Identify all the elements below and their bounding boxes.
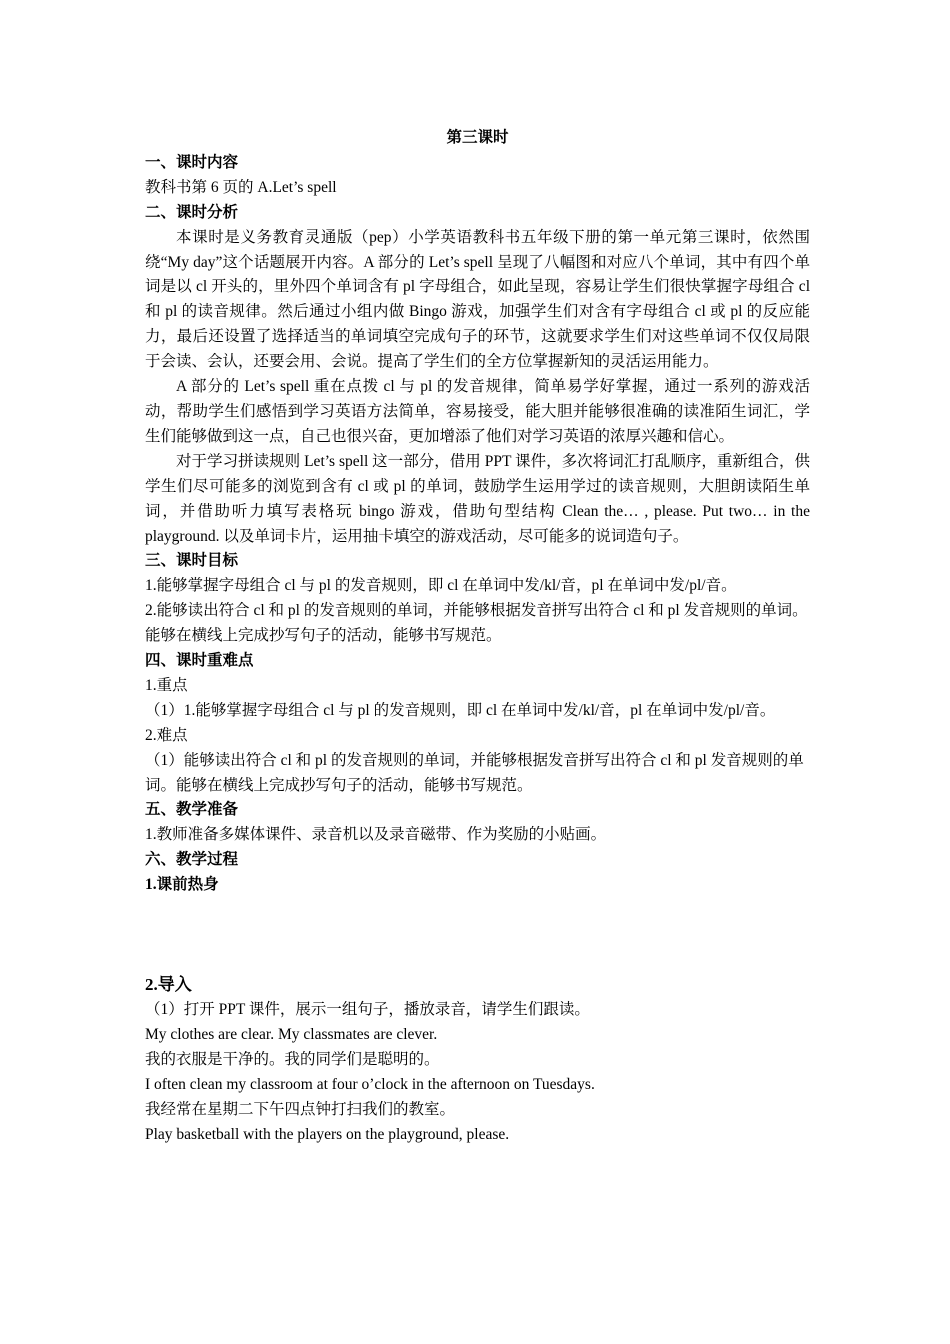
example-sentence-3: Play basketball with the players on the playground, please.: [145, 1125, 510, 1143]
section-heading-analysis: 二、课时分析: [145, 203, 239, 221]
analysis-paragraph-1: 本课时是义务教育灵通版（pep）小学英语教科书五年级下册的第一单元第三课时，依然围绕“My day”这个话题展开内容。A 部分的 Let’s spell 呈现了八幅图和对应八个单词，其中有四个单词是以 cl 开头的，里外四个单词含有 pl 字母组合，如此呈现，容易让学生们很快掌握字母组合 cl 和 pl 的读音规律。然后通过小组内做 Bingo 游戏，加强学生们对含有字母组合 cl 或 pl 的反应能力，最后还设置了选择适当的单词填空完成句子的环节，这就要求学生们对这些单词不仅仅局限于会读、会认，还要会用、会说。提高了学生们的全方位掌握新知的灵活运用能力。: [145, 228, 810, 371]
blank-space: [145, 898, 810, 973]
example-sentence-2: I often clean my classroom at four o’clock in the afternoon on Tuesdays.: [145, 1075, 595, 1093]
section-heading-key-points: 四、课时重难点: [145, 652, 254, 670]
content-text: 教科书第 6 页的 A.Let’s spell: [145, 178, 337, 196]
key-point-item: （1）1.能够掌握字母组合 cl 与 pl 的发音规则，即 cl 在单词中发/kl/音，pl 在单词中发/pl/音。: [145, 701, 776, 719]
section-heading-process: 六、教学过程: [145, 851, 239, 869]
analysis-paragraph-2: A 部分的 Let’s spell 重在点拨 cl 与 pl 的发音规律，简单易学好掌握，通过一系列的游戏活动，帮助学生们感悟到学习英语方法简单，容易接受，能大胆并能够很准确的读准陌生词汇，学生们能够做到这一点，自己也很兴奋，更加增添了他们对学习英语的浓厚兴趣和信心。: [145, 378, 810, 445]
preparation-item: 1.教师准备多媒体课件、录音机以及录音磁带、作为奖励的小贴画。: [145, 826, 607, 844]
section-heading-preparation: 五、教学准备: [145, 801, 239, 819]
document-body: [145, 126, 810, 1147]
example-translation-2: 我经常在星期二下午四点钟打扫我们的教室。: [145, 1100, 456, 1118]
difficulty-label: 2.难点: [145, 726, 188, 744]
step-lead-in: 2.导入: [145, 975, 192, 995]
key-point-label: 1.重点: [145, 676, 188, 694]
goal-item-2: 2.能够读出符合 cl 和 pl 的发音规则的单词，并能够根据发音拼写出符合 cl 和 pl 发音规则的单词。能够在横线上完成抄写句子的活动，能够书写规范。: [145, 602, 808, 645]
example-sentence-1: My clothes are clear. My classmates are clever.: [145, 1025, 438, 1043]
section-heading-content: 一、课时内容: [145, 153, 239, 171]
page-title: 第三课时: [446, 129, 509, 146]
section-heading-goals: 三、课时目标: [145, 552, 239, 570]
lead-in-item: （1）打开 PPT 课件，展示一组句子，播放录音，请学生们跟读。: [145, 1001, 590, 1018]
difficulty-item: （1）能够读出符合 cl 和 pl 的发音规则的单词，并能够根据发音拼写出符合 cl 和 pl 发音规则的单词。能够在横线上完成抄写句子的活动，能够书写规范。: [145, 751, 804, 794]
analysis-paragraph-3: 对于学习拼读规则 Let’s spell 这一部分，借用 PPT 课件，多次将词汇打乱顺序，重新组合，供学生们尽可能多的浏览到含有 cl 或 pl 的单词，鼓励学生运用学过的读音规则，大胆朗读陌生单词，并借助听力填写表格玩 bingo 游戏，借助句型结构 Clean the… , please. Put two… in the playground. 以及单词卡片，运用抽卡填空的游戏活动，尽可能多的说词造句子。: [145, 452, 810, 545]
step-warmup: 1.课前热身: [145, 876, 219, 894]
goal-item-1: 1.能够掌握字母组合 cl 与 pl 的发音规则，即 cl 在单词中发/kl/音，pl 在单词中发/pl/音。: [145, 577, 737, 595]
example-translation-1: 我的衣服是干净的。我的同学们是聪明的。: [145, 1050, 440, 1068]
